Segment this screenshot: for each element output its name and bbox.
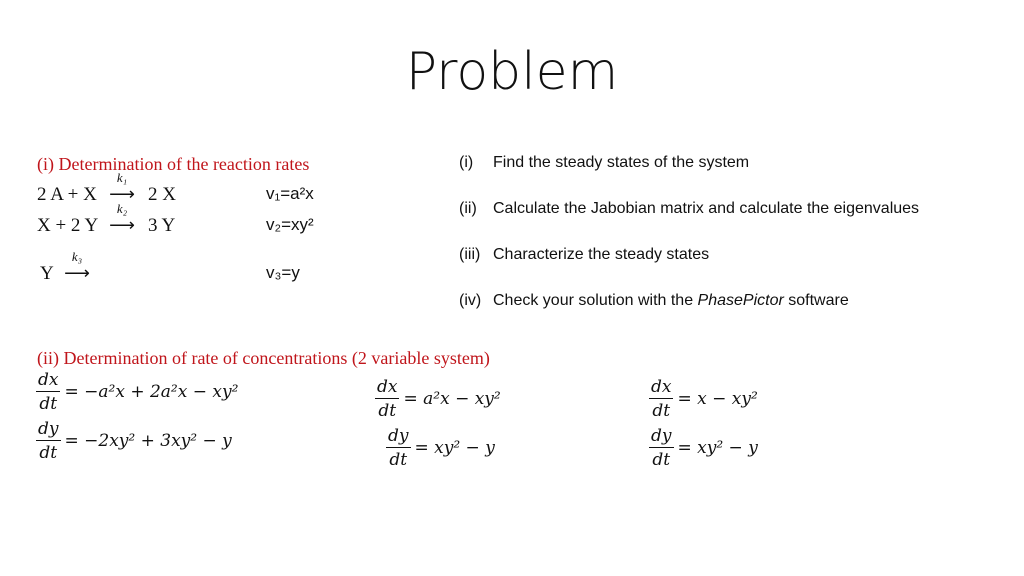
reaction-rhs: 3 Y: [148, 215, 176, 236]
reaction-rate: v₃=y: [266, 263, 300, 282]
task-item: [459, 200, 919, 218]
fraction-denominator: dt: [389, 450, 408, 470]
rate-of-concentrations-heading: (ii) Determination of rate of concentrations (2 variable system): [37, 348, 490, 368]
task-number: (ii): [459, 200, 477, 217]
reaction-lhs: X + 2 Y: [37, 215, 99, 236]
reaction-arrow: k₃ ⟶: [62, 263, 92, 284]
reaction-rates-heading: (i) Determination of the reaction rates: [37, 154, 310, 174]
fraction-denominator: dt: [652, 401, 671, 421]
reaction-lhs: 2 A + X: [37, 184, 97, 205]
fraction-numerator: dy: [38, 419, 59, 439]
reaction-rate: v₂=xy²: [266, 215, 314, 234]
task-text: software: [783, 292, 849, 309]
fraction-numerator: dy: [651, 426, 672, 446]
reaction-rhs: 2 X: [148, 184, 176, 205]
equation-rhs: = xy² − y: [414, 438, 495, 458]
reaction-lhs: Y: [40, 263, 54, 284]
equation-rhs: = xy² − y: [677, 438, 758, 458]
task-item: [459, 246, 709, 264]
task-text: Calculate the Jabobian matrix and calculate the eigenvalues: [493, 200, 920, 217]
equation-rhs: = −a²x + 2a²x − xy²: [64, 382, 239, 402]
task-item: [459, 292, 849, 310]
task-number: (iv): [459, 292, 482, 309]
slide-title: Problem: [405, 42, 619, 102]
fraction-numerator: dx: [651, 377, 672, 397]
reaction-arrow: k₂ ⟶: [107, 215, 137, 236]
fraction-numerator: dx: [377, 377, 398, 397]
task-text: Check your solution with the: [493, 292, 698, 309]
equation-rhs: = x − xy²: [677, 389, 758, 409]
equation-dy-dt: [36, 419, 232, 463]
fraction-denominator: dt: [39, 443, 58, 463]
rate-constant: k₂: [116, 201, 128, 216]
rate-constant: k₃: [71, 249, 83, 264]
task-item: [459, 154, 749, 172]
task-text: Find the steady states of the system: [493, 154, 750, 171]
fraction-denominator: dt: [652, 450, 671, 470]
equation-dy-dt: [649, 426, 758, 470]
fraction-numerator: dx: [38, 370, 59, 390]
equation-rhs: = −2xy² + 3xy² − y: [64, 431, 232, 451]
equation-dx-dt: [375, 377, 501, 421]
software-name: PhasePictor: [697, 292, 784, 309]
equation-rhs: = a²x − xy²: [403, 389, 501, 409]
equation-dy-dt: [386, 426, 495, 470]
reaction-arrow: k₁ ⟶: [107, 184, 137, 205]
fraction-numerator: dy: [388, 426, 409, 446]
rate-constant: k₁: [116, 170, 128, 185]
equation-dx-dt: [36, 370, 238, 414]
task-text: Characterize the steady states: [493, 246, 710, 263]
reaction-rate: v₁=a²x: [266, 184, 314, 203]
task-number: (i): [459, 154, 474, 171]
fraction-denominator: dt: [378, 401, 397, 421]
equation-dx-dt: [649, 377, 758, 421]
task-number: (iii): [459, 246, 481, 263]
fraction-denominator: dt: [39, 394, 58, 414]
